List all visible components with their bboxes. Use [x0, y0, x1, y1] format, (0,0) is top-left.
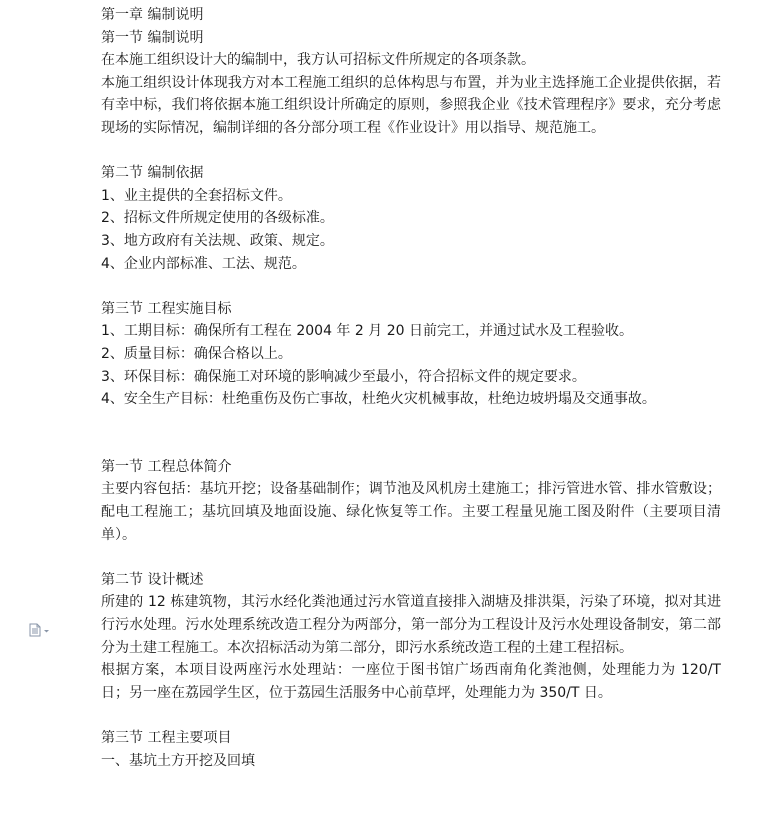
chapter-title: 第一章 编制说明 — [101, 7, 204, 23]
section-title: 第三节 工程主要项目 — [101, 730, 232, 746]
list-item: 2、质量目标：确保合格以上。 — [101, 345, 292, 362]
section-title: 第三节 工程实施目标 — [101, 300, 232, 317]
list-item: 1、工期目标：确保所有工程在 2004 年 2 月 20 日前完工，并通过试水及工程验收。 — [101, 323, 633, 340]
section-title: 第二节 设计概述 — [101, 571, 204, 588]
list-item: 4、企业内部标准、工法、规范。 — [101, 255, 306, 272]
list-item: 3、地方政府有关法规、政策、规定。 — [101, 232, 334, 249]
paragraph: 根据方案，本项目设两座污水处理站：一座位于图书馆广场西南角化粪池侧，处理能力为 120/T 日；另一座在荔园学生区，位于荔园生活服务中心前草坪，处理能力为 350/T 日。 — [101, 662, 721, 701]
section-title: 第一节 编制说明 — [101, 29, 204, 46]
list-item: 3、环保目标：确保施工对环境的影响减少至最小，符合招标文件的规定要求。 — [101, 368, 586, 385]
section-title: 第一节 工程总体简介 — [101, 458, 232, 475]
list-item: 一、基坑土方开挖及回填 — [101, 752, 255, 769]
list-item: 1、业主提供的全套招标文件。 — [101, 187, 292, 204]
document-icon[interactable] — [29, 622, 51, 636]
document-body — [101, 4, 721, 772]
list-item: 4、安全生产目标：杜绝重伤及伤亡事故，杜绝火灾机械事故，杜绝边坡坍塌及交通事故。 — [101, 391, 656, 408]
section-title: 第二节 编制依据 — [101, 165, 204, 182]
paragraph: 所建的 12 栋建筑物，其污水经化粪池通过污水管道直接排入湖塘及排洪渠，污染了环境，拟对其进行污水处理。污水处理系统改造工程分为两部分，第一部分为工程设计及污水处理设备制安，第二部分为土建工程施工。本次招标活动为第二部分，即污水系统改造工程的土建工程招标。 — [101, 594, 721, 656]
paragraph: 主要内容包括：基坑开挖；设备基础制作；调节池及风机房土建施工；排污管进水管、排水管敷设；配电工程施工；基坑回填及地面设施、绿化恢复等工作。主要工程量见施工图及附件（主要项目清单）。 — [101, 481, 721, 543]
paragraph: 在本施工组织设计大的编制中，我方认可招标文件所规定的各项条款。 — [101, 52, 535, 69]
paragraph: 本施工组织设计体现我方对本工程施工组织的总体构思与布置，并为业主选择施工企业提供依据，若有幸中标，我们将依据本施工组织设计所确定的原则，参照我企业《技术管理程序》要求，充分考虑现场的实际情况，编制详细的各分部分项工程《作业设计》用以指导、规范施工。 — [101, 74, 721, 136]
list-item: 2、招标文件所规定使用的各级标准。 — [101, 210, 334, 227]
